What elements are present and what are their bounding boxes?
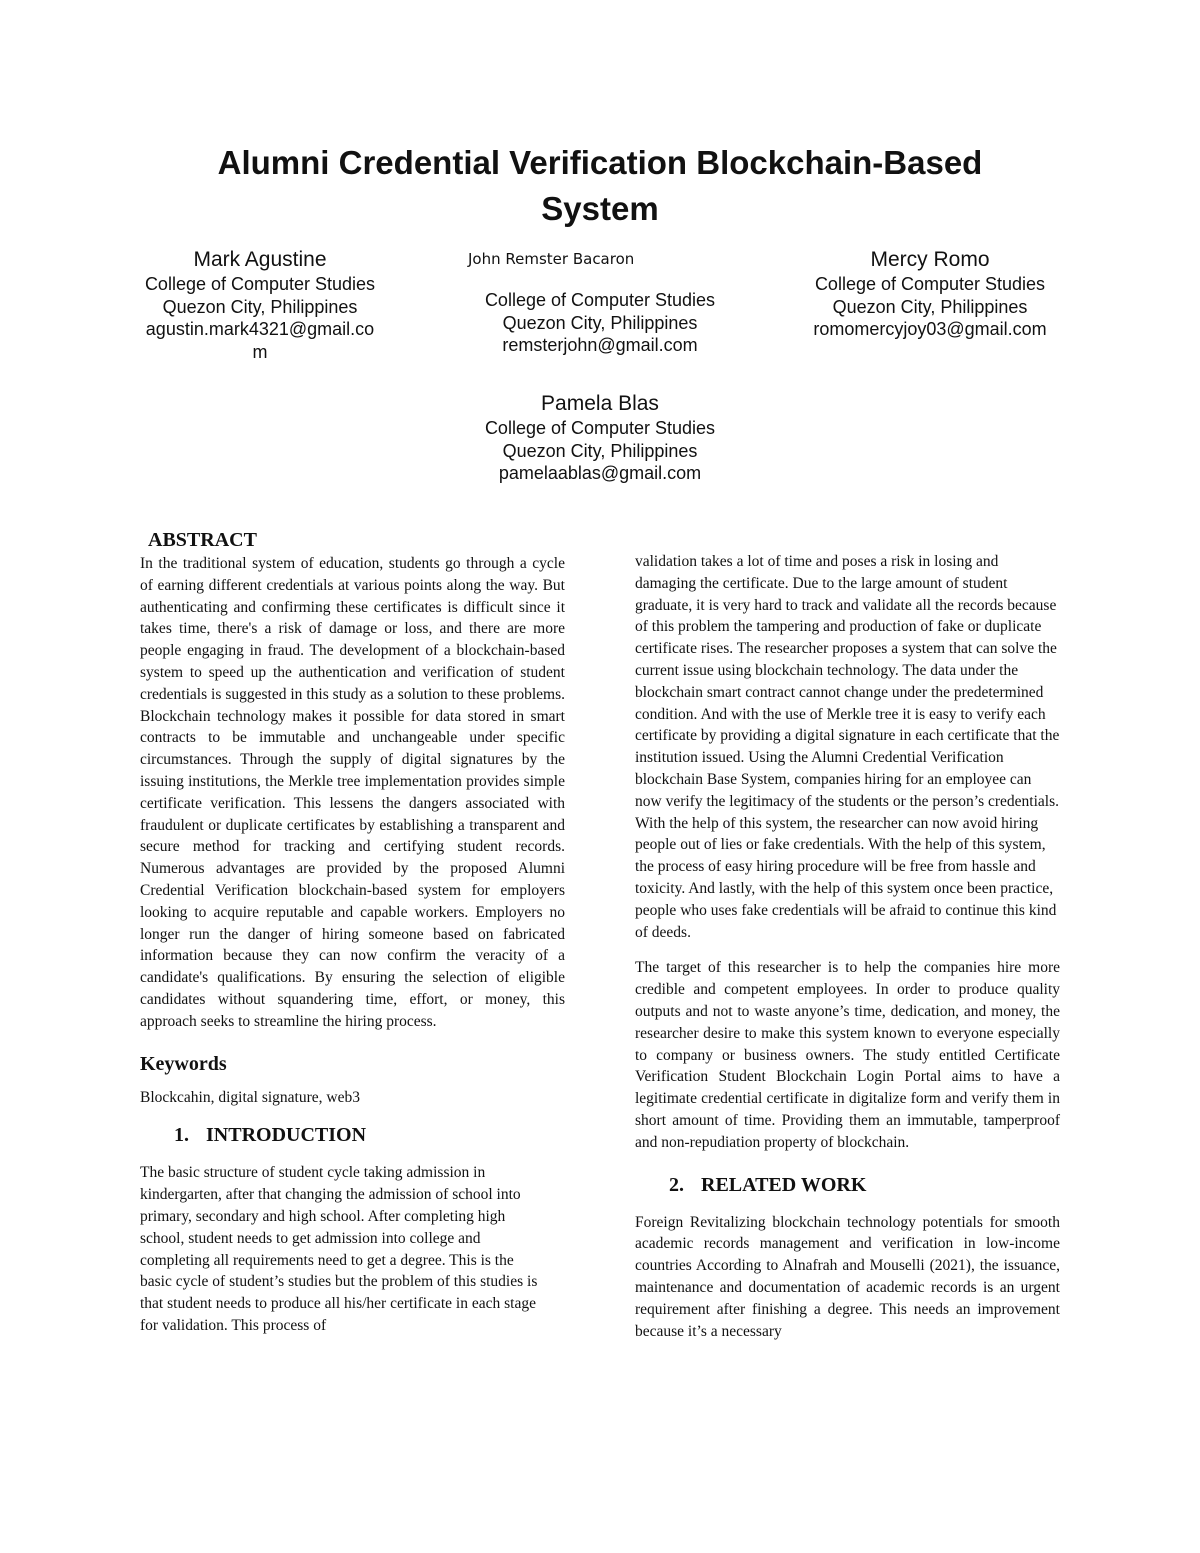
section-number: 1. — [174, 1124, 189, 1147]
abstract-text: In the traditional system of education, students go through a cycle of earning different credentials at various points along the way. But authenticating and confirming these certificates is difficult since it takes time, there's a risk of damage or loss, and there are more people engaging in fraud. The development of a blockchain-based system to speed up the authentication and verification of student credentials is suggested in this study as a solution to these problems. Blockchain technology makes it possible for data stored in smart contracts to be immutable and unchangeable under specific circumstances. Through the supply of digital signatures by the issuing institutions, the Merkle tree implementation provides simple certificate verification. This lessens the dangers associated with fraudulent or duplicate certificates by establishing a transparent and secure method for tracking and certifying student records. Numerous advantages are provided by the proposed Alumni Credential Verification blockchain-based system for employers looking to acquire reputable and capable workers. Employers no longer run the danger of hiring someone based on fabricated information because they can now confirm the veracity of a candidate's qualifications. By ensuring the selection of eligible candidates without squandering time, effort, or money, this approach seeks to streamline the hiring process. — [140, 555, 565, 1030]
author-affiliation: College of Computer Studies — [144, 274, 376, 294]
author-email: agustin.mark4321@gmail.co — [145, 319, 375, 339]
author-block-4 — [460, 391, 740, 485]
keywords-text: Blockcahin, digital signature, web3 — [140, 1088, 360, 1106]
keywords-heading: Keywords — [140, 1052, 227, 1075]
author-block-3 — [790, 247, 1070, 341]
paper-title — [150, 140, 1050, 232]
author-affiliation: College of Computer Studies — [484, 418, 716, 438]
author-name: Pamela Blas — [541, 392, 659, 415]
author-name: Mark Agustine — [193, 248, 327, 271]
right-column — [635, 551, 1060, 1342]
author-location: Quezon City, Philippines — [832, 296, 1028, 317]
author-affiliation: College of Computer Studies — [814, 274, 1046, 294]
author-location: Quezon City, Philippines — [502, 312, 698, 333]
author-email: romomercyjoy03@gmail.com — [813, 319, 1047, 339]
introduction-text-target: The target of this researcher is to help the companies hire more credible and competent employees. In order to produce quality outputs and not to waste anyone’s time, dedication, and money, the researcher desire to make this system known to everyone especially to company or business owners. The study entitled Certificate Verification Student Blockchain Login Portal aims to have a legitimate credential certificate in digitalize form and verify them in short amount of time. Providing them an immutable, tamperproof and non-repudiation property of blockchain. — [635, 959, 1060, 1151]
author-affiliation: College of Computer Studies — [484, 290, 716, 310]
left-column — [140, 527, 565, 1337]
section-heading-introduction — [140, 1122, 565, 1148]
author-location: Quezon City, Philippines — [162, 296, 358, 317]
author-email: remsterjohn@gmail.com — [502, 335, 698, 355]
introduction-text: The basic structure of student cycle taking admission in kindergarten, after that changing the admission of school into primary, secondary and high school. After completing high school, student needs to get admission into college and completing all requirements need to get a degree. This is the basic cycle of student’s studies but the problem of this studies is that student needs to produce all his/her certificate in each stage for validation. This process of — [140, 1164, 538, 1334]
author-block-1 — [130, 247, 390, 363]
paper-title-line-2: System — [541, 190, 659, 227]
section-title: RELATED WORK — [701, 1173, 867, 1196]
paper-title-line-1: Alumni Credential Verification Blockchain-Based — [217, 144, 983, 181]
author-email-continued: m — [252, 341, 268, 362]
section-number: 2. — [669, 1173, 684, 1196]
author-email: pamelaablas@gmail.com — [498, 463, 702, 483]
abstract-heading: ABSTRACT — [148, 529, 257, 551]
author-location: Quezon City, Philippines — [502, 440, 698, 461]
author-name: Mercy Romo — [870, 248, 990, 271]
section-title: INTRODUCTION — [206, 1124, 367, 1147]
author-block-2 — [460, 248, 740, 357]
section-heading-related-work — [635, 1172, 1060, 1198]
introduction-text-continued: validation takes a lot of time and poses a risk in losing and damaging the certificate. Due to the large amount of student graduate, it is very hard to track and validate all the records because of this problem the tampering and production of fake or duplicate certificate rises. The researcher proposes a system that can solve the current issue using blockchain technology. The data under the blockchain smart contract cannot change under the predetermined condition. And with the use of Merkle tree it is easy to verify each certificate by providing a digital signature in each certificate that the institution issued. Using the Alumni Credential Verification blockchain Base System, companies hiring for an employee can now verify the legitimacy of the students or the person’s credentials. With the help of this system, the researcher can now avoid hiring people out of lies or fake credentials. With the help of this system, the process of easy hiring procedure will be free from hassle and toxicity. And lastly, with the help of this system once been practice, people who uses fake credentials will be afraid to continue this kind of deeds. — [635, 553, 1060, 941]
related-work-text: Foreign Revitalizing blockchain technology potentials for smooth academic records management and verification in low-income countries According to Alnafrah and Mouselli (2021), the issuance, maintenance and documentation of academic records is an urgent requirement after finishing a degree. This needs an improvement because it’s a necessary — [635, 1213, 1060, 1340]
author-name: John Remster Bacaron — [468, 250, 635, 268]
